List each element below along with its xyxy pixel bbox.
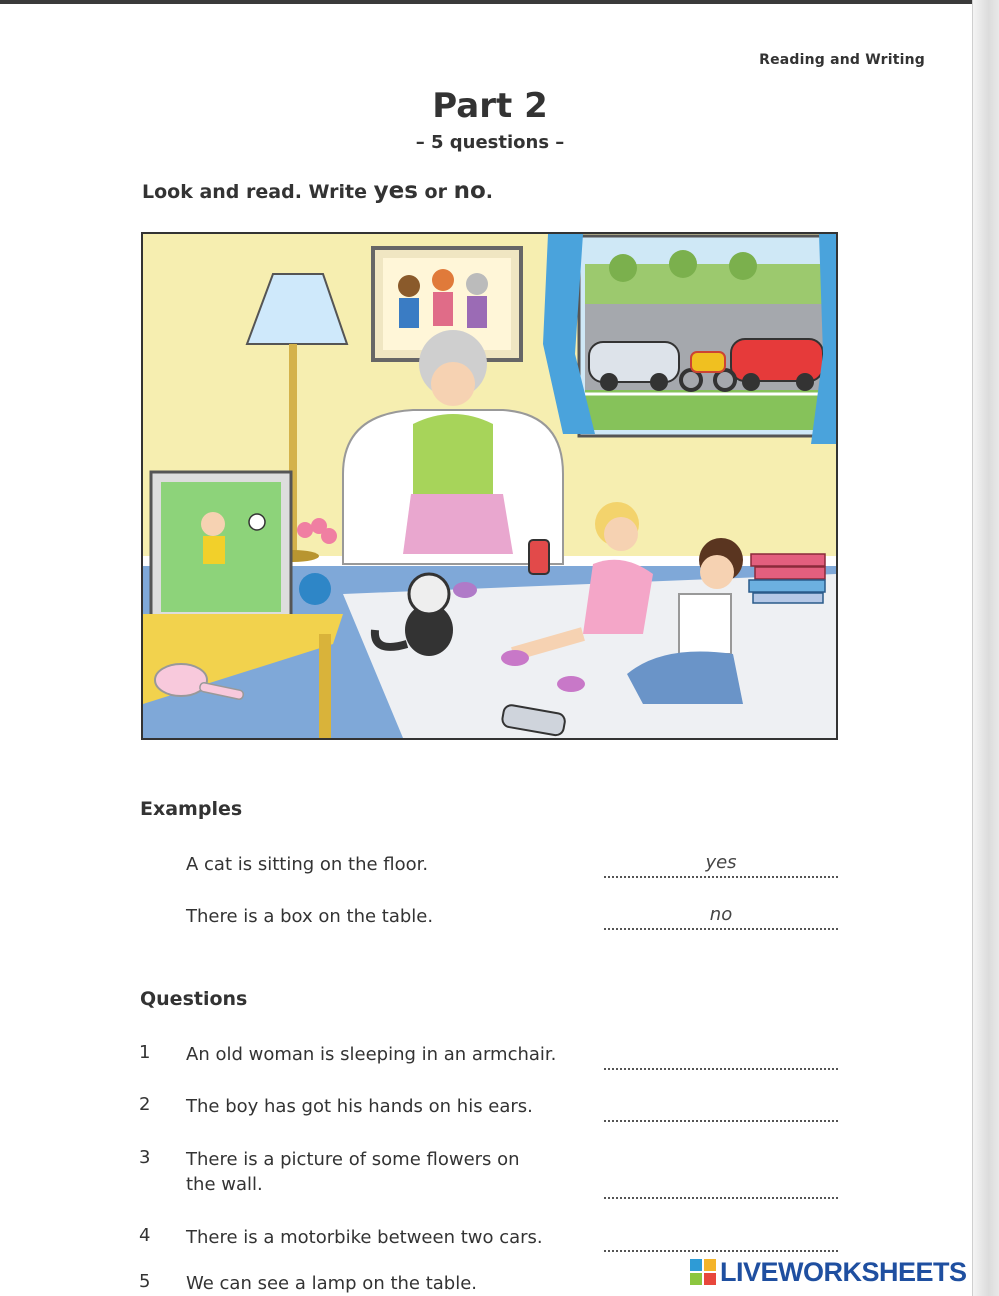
instruction-or: or: [417, 181, 454, 203]
instruction-no: no: [453, 178, 486, 204]
liveworksheets-brand: [690, 1257, 967, 1287]
examples-heading: Examples: [140, 798, 243, 820]
question-4-text: There is a motorbike between two cars.: [186, 1227, 543, 1248]
example-1-answer: yes: [705, 852, 737, 873]
brand-name: LIVEWORKSHEETS: [720, 1256, 967, 1287]
question-5-text: We can see a lamp on the table.: [186, 1273, 478, 1294]
page-edge: [973, 0, 999, 1296]
part-title: Part 2: [432, 86, 548, 126]
living-room-illustration: [141, 232, 838, 740]
question-1-number: 1: [139, 1042, 151, 1063]
section-header: Reading and Writing: [759, 52, 925, 68]
instruction-end: .: [485, 181, 493, 203]
question-5-number: 5: [139, 1271, 151, 1292]
liveworksheets-logo-icon: [690, 1259, 716, 1285]
question-4-answer-line[interactable]: [604, 1250, 838, 1252]
example-1-answer-line: [604, 876, 838, 878]
example-2-answer-line: [604, 928, 838, 930]
question-3-answer-line[interactable]: [604, 1197, 838, 1199]
question-2-number: 2: [139, 1094, 151, 1115]
example-2-answer: no: [709, 904, 733, 925]
question-4-number: 4: [139, 1225, 151, 1246]
instruction-yes: yes: [373, 178, 418, 204]
question-3-number: 3: [139, 1147, 151, 1168]
question-2-answer-line[interactable]: [604, 1120, 838, 1122]
instruction: [142, 178, 493, 204]
example-2-text: There is a box on the table.: [186, 906, 434, 927]
question-2-text: The boy has got his hands on his ears.: [186, 1096, 533, 1117]
question-1-answer-line[interactable]: [604, 1068, 838, 1070]
top-rule: [0, 0, 999, 4]
questions-heading: Questions: [140, 988, 248, 1010]
part-subtitle: – 5 questions –: [415, 132, 565, 153]
question-1-text: An old woman is sleeping in an armchair.: [186, 1044, 557, 1065]
instruction-lead: Look and read. Write: [142, 181, 374, 203]
question-3-text: There is a picture of some flowers on the wall.: [186, 1149, 520, 1195]
example-1-text: A cat is sitting on the floor.: [186, 854, 429, 875]
